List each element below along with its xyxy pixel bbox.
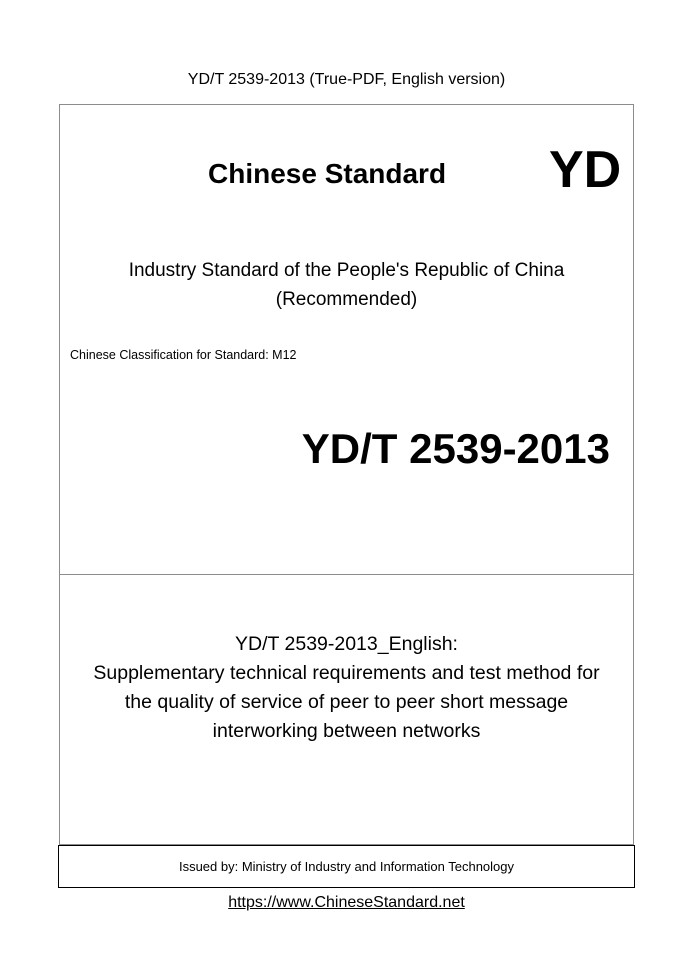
title-line-4: interworking between networks: [212, 720, 481, 742]
issued-by-label: Issued by: Ministry of Industry and Information Technology: [178, 859, 515, 874]
website-footer: [0, 893, 693, 913]
title-line-1: YD/T 2539-2013_English:: [235, 633, 458, 655]
title-line-2: Supplementary technical requirements and test method for: [93, 662, 600, 684]
website-link[interactable]: https://www.ChineseStandard.net: [228, 894, 465, 911]
standard-heading: Chinese Standard: [208, 158, 447, 189]
standard-number: YD/T 2539-2013: [301, 425, 610, 472]
yd-mark: YD: [549, 141, 622, 199]
document-caption: YD/T 2539-2013 (True-PDF, English version): [187, 71, 506, 88]
title-line-3: the quality of service of peer to peer short message: [124, 691, 569, 713]
classification-label: Chinese Classification for Standard: M12: [70, 348, 297, 362]
cover-divider: [59, 574, 634, 575]
document-title: [60, 630, 633, 746]
recommended-label: (Recommended): [275, 289, 418, 310]
industry-standard-line: Industry Standard of the People's Republic of China: [128, 260, 565, 281]
issued-by-box: [58, 845, 635, 888]
